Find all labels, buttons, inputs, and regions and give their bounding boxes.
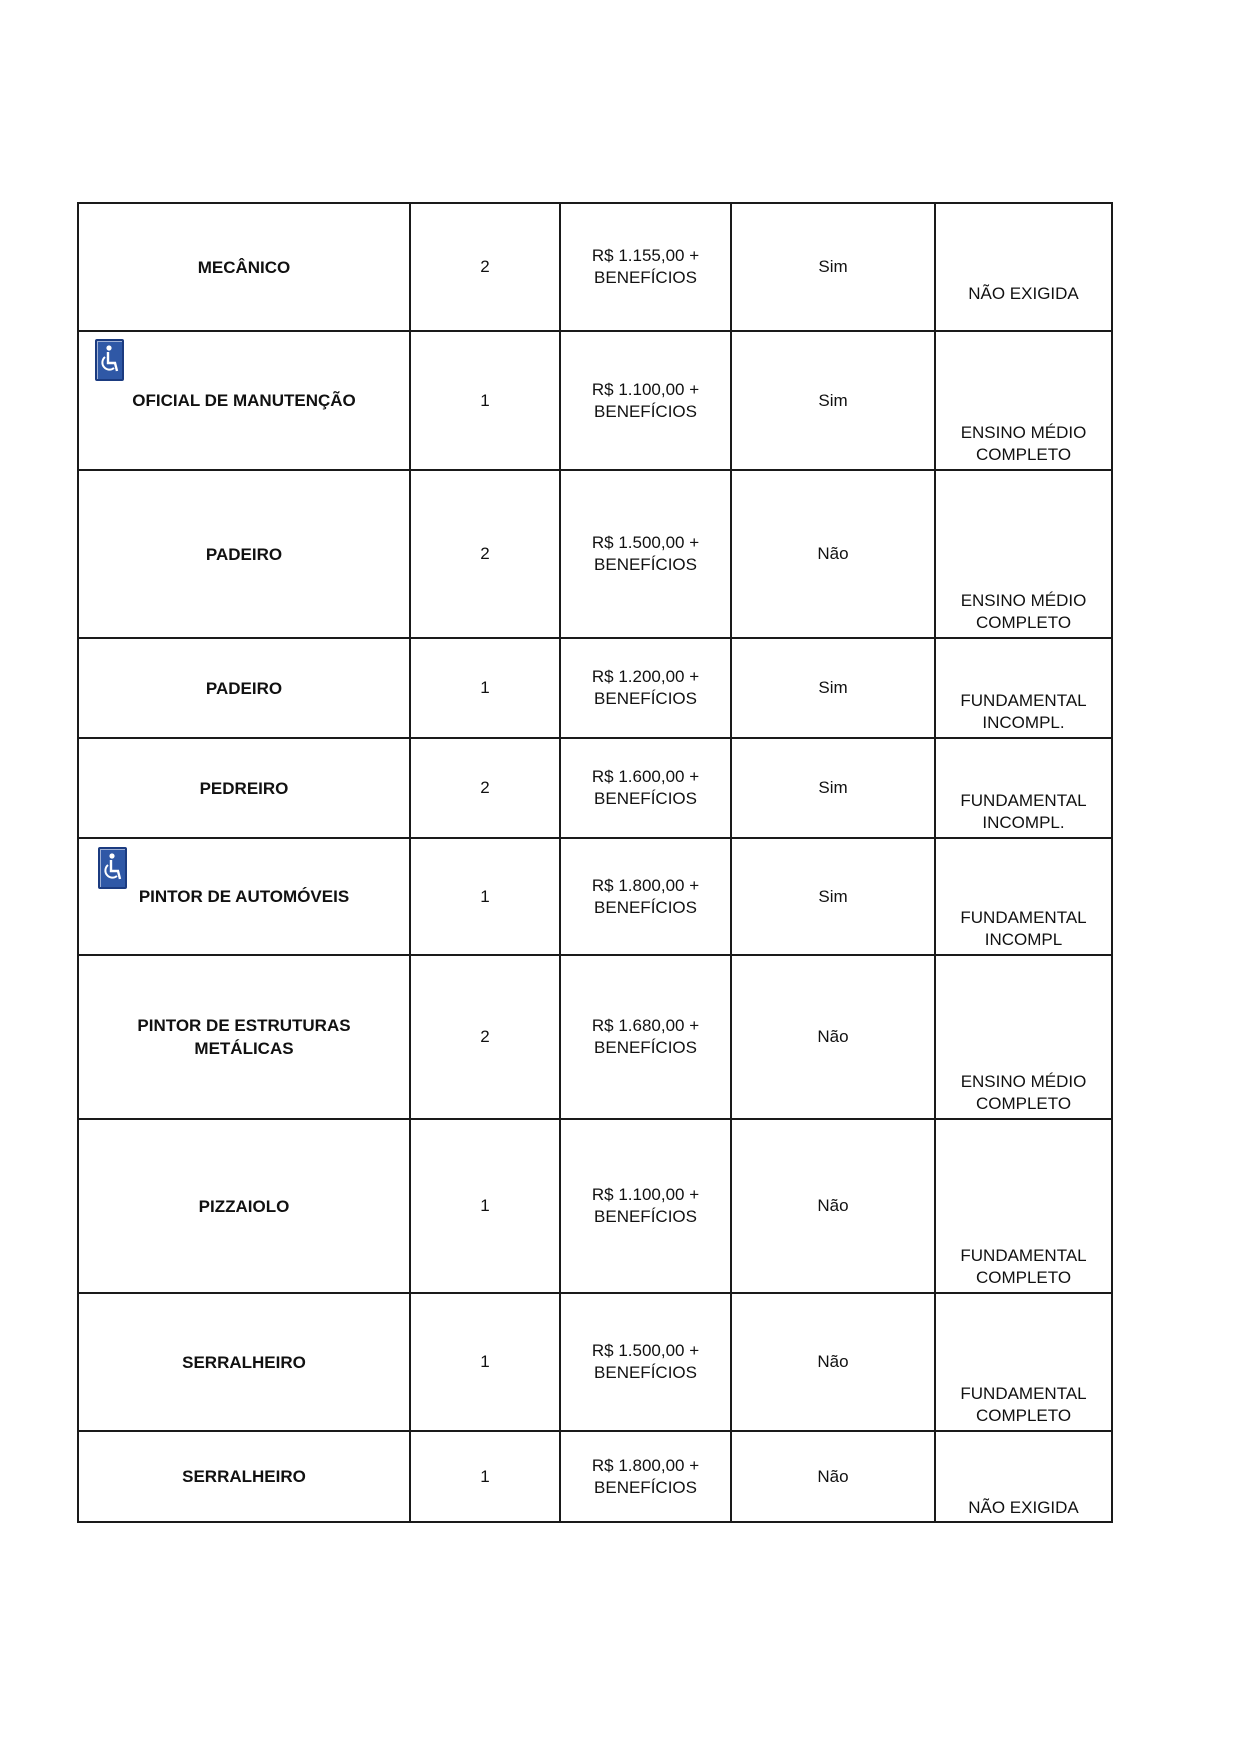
experience-cell: [731, 470, 935, 638]
education-cell: [935, 331, 1112, 470]
job-title: SERRALHEIRO: [182, 1467, 306, 1486]
salary-cell: [560, 331, 731, 470]
experience: Não: [817, 1352, 849, 1371]
table-row: [78, 331, 1112, 470]
experience-cell: [731, 1431, 935, 1522]
experience-cell: [731, 1293, 935, 1431]
vacancies: 2: [480, 1027, 490, 1046]
table-row: [78, 638, 1112, 738]
job-title: OFICIAL DE MANUTENÇÃO: [132, 391, 356, 410]
job-title: PADEIRO: [205, 678, 283, 698]
salary-cell: [560, 838, 731, 955]
salary-cell: [560, 955, 731, 1119]
vacancies-cell: [410, 738, 560, 838]
education: FUNDAMENTAL INCOMPL.: [960, 691, 1087, 732]
experience-cell: [731, 203, 935, 331]
vacancies: 1: [480, 390, 490, 410]
vacancies-cell: [410, 638, 560, 738]
vacancies-cell: [410, 838, 560, 955]
job-title: PINTOR DE AUTOMÓVEIS: [138, 887, 350, 906]
experience: Sim: [818, 678, 848, 697]
salary: R$ 1.200,00 + BENEFÍCIOS: [591, 667, 700, 708]
vacancies-cell: [410, 1119, 560, 1293]
vacancies-cell: [410, 1293, 560, 1431]
experience: Sim: [818, 257, 848, 276]
table-row: [78, 1431, 1112, 1522]
salary: R$ 1.155,00 + BENEFÍCIOS: [591, 246, 700, 287]
vacancies-cell: [410, 203, 560, 331]
job-title: MECÂNICO: [197, 257, 291, 277]
experience-cell: [731, 638, 935, 738]
job-title-cell: [78, 1431, 410, 1522]
education: ENSINO MÉDIO COMPLETO: [960, 1072, 1087, 1113]
table-row: [78, 1119, 1112, 1293]
job-title: SERRALHEIRO: [182, 1352, 306, 1372]
vacancies-cell: [410, 1431, 560, 1522]
education: ENSINO MÉDIO COMPLETO: [960, 423, 1087, 464]
education: ENSINO MÉDIO COMPLETO: [960, 591, 1087, 632]
job-title: PADEIRO: [205, 544, 283, 564]
table-row: [78, 838, 1112, 955]
table-row: [78, 1293, 1112, 1431]
salary: R$ 1.800,00 + BENEFÍCIOS: [591, 1455, 700, 1497]
salary-cell: [560, 638, 731, 738]
education-cell: [935, 470, 1112, 638]
education-cell: [935, 1431, 1112, 1522]
vacancies: 1: [480, 1466, 490, 1486]
education: FUNDAMENTAL COMPLETO: [960, 1246, 1087, 1287]
education-cell: [935, 1119, 1112, 1293]
job-title-cell: [78, 1293, 410, 1431]
salary: R$ 1.500,00 + BENEFÍCIOS: [591, 533, 700, 574]
vacancies-cell: [410, 470, 560, 638]
salary: R$ 1.100,00 + BENEFÍCIOS: [591, 1185, 700, 1226]
salary-cell: [560, 470, 731, 638]
job-title: PIZZAIOLO: [198, 1196, 290, 1216]
education-cell: [935, 738, 1112, 838]
job-title-cell: [78, 738, 410, 838]
experience-cell: [731, 738, 935, 838]
experience: Sim: [818, 886, 848, 906]
education: FUNDAMENTAL INCOMPL: [960, 908, 1087, 949]
experience: Não: [817, 1196, 849, 1215]
job-title-cell: [78, 955, 410, 1119]
salary: R$ 1.100,00 + BENEFÍCIOS: [591, 379, 700, 421]
salary-cell: [560, 203, 731, 331]
job-title: PINTOR DE ESTRUTURAS METÁLICAS: [137, 1016, 351, 1058]
education-cell: [935, 955, 1112, 1119]
job-title-cell: [78, 470, 410, 638]
job-title-cell: [78, 331, 410, 470]
table-row: [78, 470, 1112, 638]
education: FUNDAMENTAL INCOMPL.: [960, 791, 1087, 832]
vacancies: 2: [480, 544, 490, 563]
salary: R$ 1.500,00 + BENEFÍCIOS: [591, 1341, 700, 1382]
job-title-cell: [78, 1119, 410, 1293]
salary: R$ 1.600,00 + BENEFÍCIOS: [591, 767, 700, 808]
experience: Não: [817, 544, 849, 563]
education: FUNDAMENTAL COMPLETO: [960, 1384, 1087, 1425]
vacancies: 1: [480, 678, 490, 697]
vacancies: 1: [480, 1352, 490, 1371]
education-cell: [935, 1293, 1112, 1431]
experience: Sim: [818, 778, 848, 797]
education-cell: [935, 838, 1112, 955]
experience-cell: [731, 838, 935, 955]
salary-cell: [560, 1431, 731, 1522]
experience: Não: [817, 1466, 849, 1486]
job-title: PEDREIRO: [199, 778, 289, 798]
salary: R$ 1.800,00 + BENEFÍCIOS: [591, 875, 700, 917]
vacancies: 1: [480, 1196, 490, 1215]
table-row: [78, 738, 1112, 838]
table-row: [78, 203, 1112, 331]
education: NÃO EXIGIDA: [968, 284, 1079, 303]
education: NÃO EXIGIDA: [968, 1498, 1079, 1517]
table-row: [78, 955, 1112, 1119]
experience-cell: [731, 331, 935, 470]
job-title-cell: [78, 838, 410, 955]
education-cell: [935, 638, 1112, 738]
experience-cell: [731, 1119, 935, 1293]
experience-cell: [731, 955, 935, 1119]
salary-cell: [560, 1119, 731, 1293]
salary-cell: [560, 1293, 731, 1431]
vacancies-cell: [410, 331, 560, 470]
salary: R$ 1.680,00 + BENEFÍCIOS: [591, 1016, 700, 1057]
experience: Sim: [818, 390, 848, 410]
vacancies-cell: [410, 955, 560, 1119]
job-openings-table: [77, 202, 1113, 1523]
education-cell: [935, 203, 1112, 331]
salary-cell: [560, 738, 731, 838]
vacancies: 2: [480, 778, 490, 797]
experience: Não: [817, 1027, 849, 1046]
job-title-cell: [78, 638, 410, 738]
job-title-cell: [78, 203, 410, 331]
vacancies: 2: [480, 257, 490, 276]
vacancies: 1: [480, 886, 490, 906]
